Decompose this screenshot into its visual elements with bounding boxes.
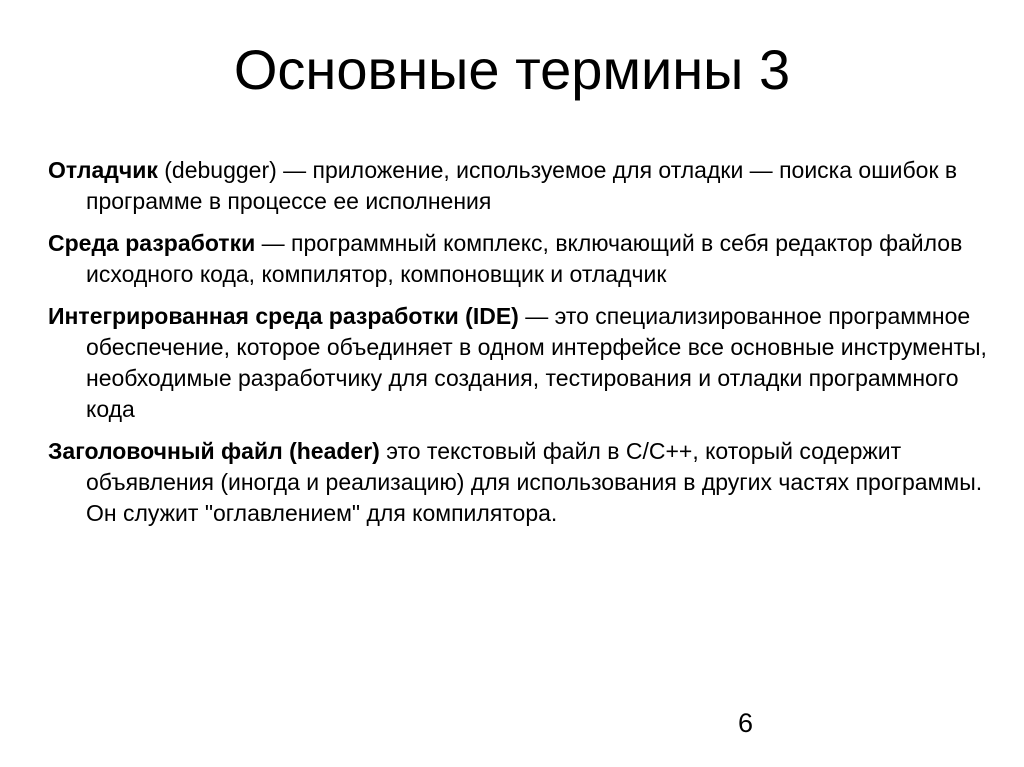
term-debugger bbox=[48, 155, 1008, 217]
term-name: Среда разработки bbox=[48, 230, 256, 256]
term-name: Отладчик bbox=[48, 157, 158, 183]
term-definition: (debugger) — приложение, используемое для отладки — поиска ошибок в программе в процессе ее исполнения bbox=[86, 157, 958, 214]
term-dev-environment bbox=[48, 228, 1008, 290]
term-header-file bbox=[48, 436, 1008, 529]
page-number: 6 bbox=[738, 708, 754, 738]
slide-title: Основные термины 3 bbox=[233, 38, 791, 101]
term-definition: — это специализированное программное обеспечение, которое объединяет в одном интерфейсе все основные инструменты, необходимые разработчику для создания, тестирования и отладки программного кода bbox=[86, 303, 987, 422]
term-name: Интегрированная среда разработки (IDE) bbox=[48, 303, 519, 329]
term-definition: — программный комплекс, включающий в себя редактор файлов исходного кода, компилятор, компоновщик и отладчик bbox=[86, 230, 963, 287]
terms-list bbox=[48, 155, 1008, 540]
term-name: Заголовочный файл (header) bbox=[48, 438, 380, 464]
term-ide bbox=[48, 301, 1008, 425]
term-definition: это текстовый файл в C/C++, который содержит объявления (иногда и реализацию) для использования в других частях программы. Он служит "оглавлением" для компилятора. bbox=[86, 438, 983, 526]
